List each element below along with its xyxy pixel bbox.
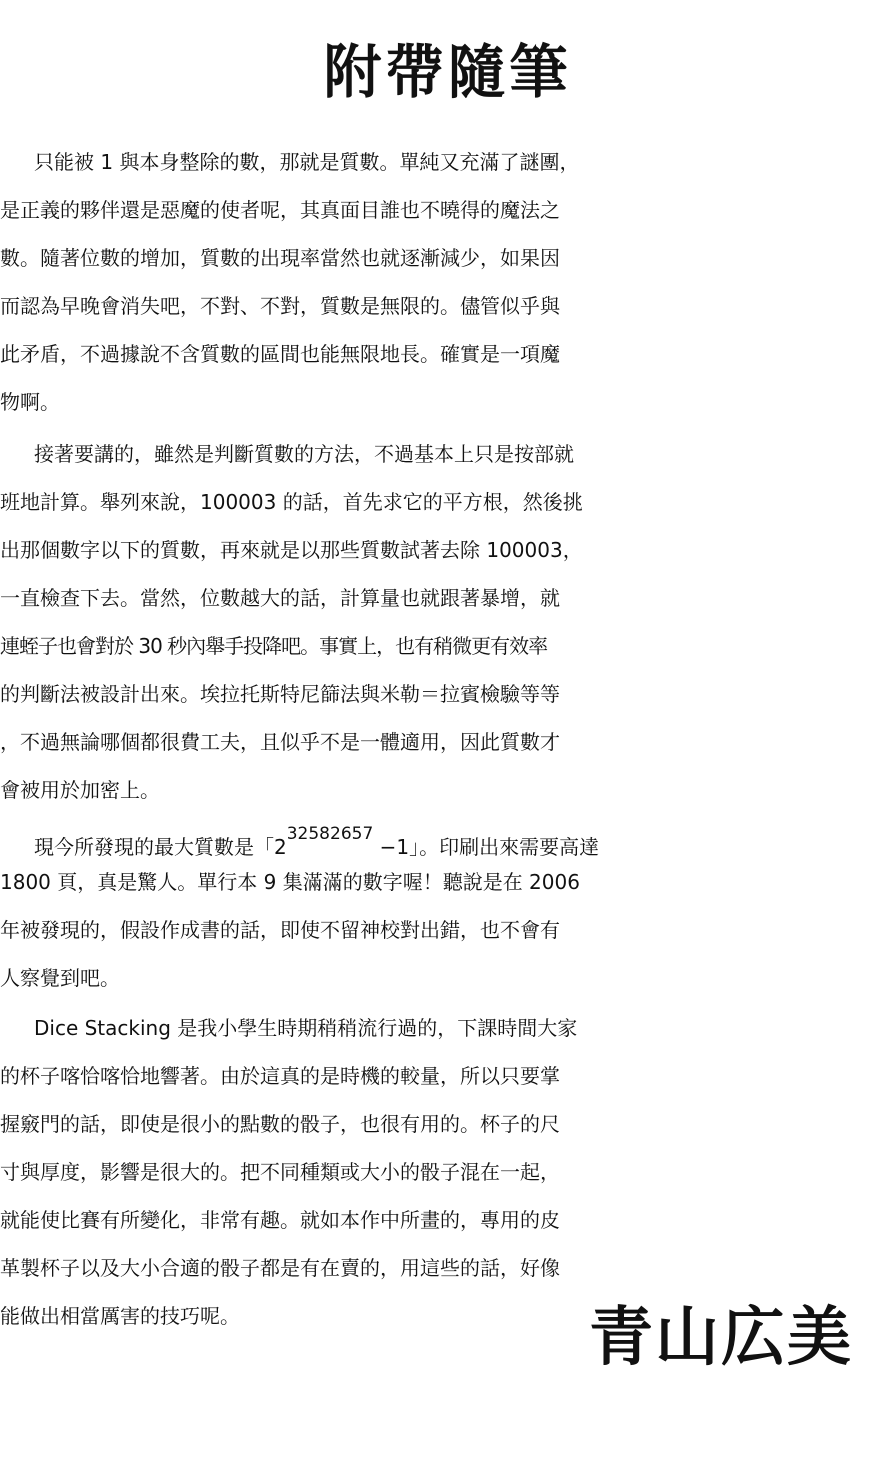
text-line: 物啊。 bbox=[0, 390, 60, 414]
paragraph-largest-prime bbox=[0, 810, 895, 1002]
text-line: 寸與厚度，影響是很大的。把不同種類或大小的骰子混在一起， bbox=[0, 1160, 560, 1184]
text-line: 出那個數字以下的質數，再來就是以那些質數試著去除 100003， bbox=[0, 538, 583, 562]
paragraph-prime-numbers bbox=[0, 138, 895, 426]
page-title: 附帶隨筆 bbox=[323, 38, 572, 106]
text-line: 班地計算。舉列來說，100003 的話，首先求它的平方根，然後挑 bbox=[0, 490, 583, 514]
text-after-exponent: −1」。印刷出來需要高達 bbox=[373, 835, 600, 859]
author-signature: 青山広美 bbox=[589, 1301, 853, 1375]
text-line: 只能被 1 與本身整除的數，那就是質數。單純又充滿了謎團， bbox=[34, 150, 580, 174]
text-line: 就能使比賽有所變化，非常有趣。就如本作中所畫的，專用的皮 bbox=[0, 1208, 560, 1232]
text-line: 的杯子喀恰喀恰地響著。由於這真的是時機的較量，所以只要掌 bbox=[0, 1064, 560, 1088]
text-line: 人察覺到吧。 bbox=[0, 966, 120, 990]
text-line: 一直檢查下去。當然，位數越大的話，計算量也就跟著暴增，就 bbox=[0, 586, 560, 610]
text-line: 此矛盾，不過據說不含質數的區間也能無限地長。確實是一項魔 bbox=[0, 342, 560, 366]
exponent-text: 32582657 bbox=[286, 824, 374, 844]
text-line: 是正義的夥伴還是惡魔的使者呢，其真面目誰也不曉得的魔法之 bbox=[0, 198, 560, 222]
text-line: 的判斷法被設計出來。埃拉托斯特尼篩法與米勒＝拉賓檢驗等等 bbox=[0, 682, 560, 706]
text-before-exponent: 現今所發現的最大質數是「2 bbox=[34, 835, 287, 859]
text-line: 革製杯子以及大小合適的骰子都是有在賣的，用這些的話，好像 bbox=[0, 1256, 560, 1280]
text-line: 會被用於加密上。 bbox=[0, 778, 160, 802]
text-line: 年被發現的，假設作成書的話，即使不留神校對出錯，也不會有 bbox=[0, 918, 560, 942]
text-line: 1800 頁，真是驚人。單行本 9 集滿滿的數字喔！聽說是在 2006 bbox=[0, 870, 580, 894]
text-line: 接著要講的，雖然是判斷質數的方法，不過基本上只是按部就 bbox=[34, 442, 574, 466]
text-line: Dice Stacking 是我小學生時期稍稍流行過的，下課時間大家 bbox=[34, 1016, 578, 1040]
text-line: 而認為早晚會消失吧，不對、不對，質數是無限的。儘管似乎與 bbox=[0, 294, 560, 318]
text-line: 握竅門的話，即使是很小的點數的骰子，也很有用的。杯子的尺 bbox=[0, 1112, 560, 1136]
text-line: 數。隨著位數的增加，質數的出現率當然也就逐漸減少，如果因 bbox=[0, 246, 560, 270]
text-line: ，不過無論哪個都很費工夫，且似乎不是一體適用，因此質數才 bbox=[0, 730, 560, 754]
text-line-with-exponent bbox=[0, 810, 895, 858]
paragraph-dice-stacking bbox=[0, 1004, 895, 1340]
text-line: 連蛭子也會對於 30 秒內舉手投降吧。事實上，也有稍微更有效率 bbox=[0, 634, 548, 658]
text-line: 能做出相當厲害的技巧呢。 bbox=[0, 1304, 240, 1328]
paragraph-primality-test bbox=[0, 430, 895, 814]
